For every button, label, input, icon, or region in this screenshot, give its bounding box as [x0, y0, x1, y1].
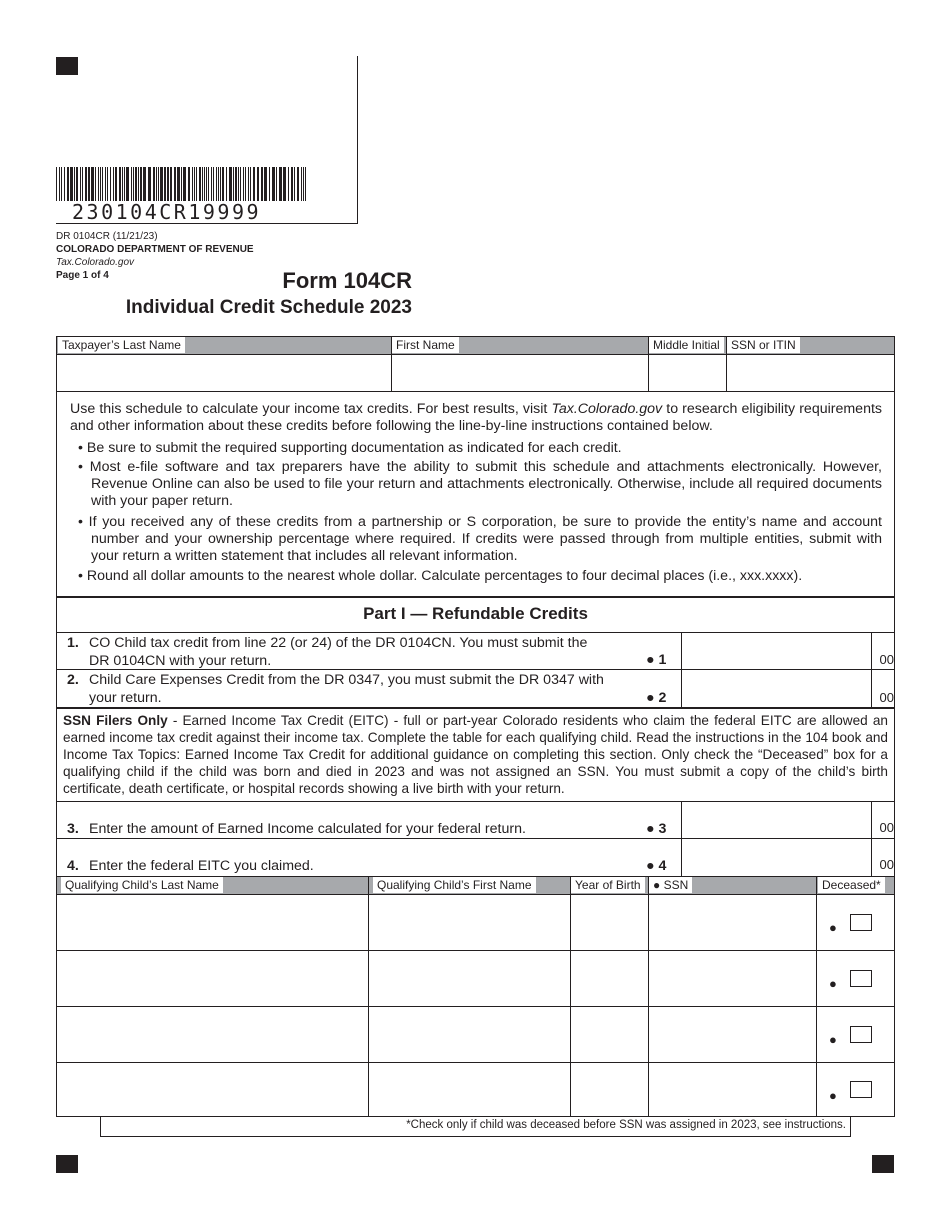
line1-cents: 00: [879, 652, 894, 667]
instruction-bullet-2: • Most e-file software and tax preparers have the ability to submit this schedule and attachments electronically. However, Revenue Online can also be used to file your return and attachments electronically. Otherwise, include all required documents with your paper return.: [78, 459, 882, 509]
part1-title: Part I — Refundable Credits: [363, 604, 588, 623]
last-name-label: Taxpayer’s Last Name: [58, 337, 185, 353]
line2-amount-field[interactable]: [682, 670, 871, 707]
child4-first-name-field[interactable]: [369, 1063, 570, 1116]
last-name-field[interactable]: [57, 355, 391, 391]
registration-mark-bottom-left: [56, 1155, 78, 1173]
child4-deceased-marker: ●: [829, 1088, 837, 1103]
child4-ssn-field[interactable]: [649, 1063, 816, 1116]
line2-cents: 00: [879, 690, 894, 705]
child1-first-name-field[interactable]: [369, 895, 570, 950]
registration-mark-bottom-right: [872, 1155, 894, 1173]
footnote-box: [100, 1117, 851, 1137]
intro-paragraph: Use this schedule to calculate your income tax credits. For best results, visit Tax.Colorado.gov to research eligibility requirements and other information about these credits before following the line-by-line instructions contained below.: [70, 401, 882, 434]
child2-ssn-field[interactable]: [649, 951, 816, 1006]
line2-marker: ● 2: [646, 690, 667, 706]
barcode-area-border-right: [357, 56, 358, 224]
instruction-bullet-3: • If you received any of these credits from a partnership or S corporation, be sure to provide the entity’s name and account number and your ownership percentage where required. If credits were passed through from multiple entities, submit with your return a written statement that includes all relevant information.: [78, 514, 882, 564]
intro-link[interactable]: Tax.Colorado.gov: [551, 401, 663, 417]
line4-number: 4.: [67, 858, 79, 874]
line4-cents: 00: [879, 857, 894, 872]
ssn-itin-field[interactable]: [727, 355, 894, 391]
deceased-footnote: *Check only if child was deceased before SSN was assigned in 2023, see instructions.: [406, 1119, 846, 1131]
line4-amount-field[interactable]: [682, 839, 871, 875]
line2-text-cont: your return.: [89, 690, 162, 706]
line3-text: Enter the amount of Earned Income calculated for your federal return.: [89, 821, 526, 837]
child1-last-name-field[interactable]: [57, 895, 368, 950]
line3-cents: 00: [879, 820, 894, 835]
child3-deceased-checkbox[interactable]: [850, 1026, 872, 1043]
child2-year-of-birth-field[interactable]: [571, 951, 648, 1006]
child3-last-name-field[interactable]: [57, 1007, 368, 1062]
barcode-number: 230104CR19999: [72, 200, 262, 224]
line2-number: 2.: [67, 672, 79, 688]
line3-amount-field[interactable]: [682, 802, 871, 838]
line4-text: Enter the federal EITC you claimed.: [89, 858, 314, 874]
form-code: DR 0104CR (11/21/23): [56, 231, 158, 242]
taxpayer-row-bottom: [56, 391, 895, 392]
child3-deceased-marker: ●: [829, 1032, 837, 1047]
year-of-birth-header: Year of Birth: [571, 877, 645, 893]
line1-amount-field[interactable]: [682, 633, 871, 669]
eitc-instructions: SSN Filers Only - Earned Income Tax Credit (EITC) - full or part-year Colorado residents who claim the federal EITC are allowed an earned income tax credit against their income tax. Complete the table for each qualifying child. Read the instructions in the 104 book and Income Tax Topics: Earned Income Tax Credit for additional guidance on completing this section. Only check the “Deceased” box for a qualifying child if the child was born and died in 2023 and was not assigned an SSN. You must submit a copy of the child’s birth certificate, death certificate, or hospital records showing a live birth with your return.: [63, 713, 888, 796]
ssn-itin-label: SSN or ITIN: [727, 337, 800, 353]
line1-text: CO Child tax credit from line 22 (or 24) of the DR 0104CN. You must submit the: [89, 635, 588, 651]
page-number: Page 1 of 4: [56, 270, 109, 281]
child3-year-of-birth-field[interactable]: [571, 1007, 648, 1062]
child4-year-of-birth-field[interactable]: [571, 1063, 648, 1116]
child3-ssn-field[interactable]: [649, 1007, 816, 1062]
instruction-bullet-4: • Round all dollar amounts to the nearest whole dollar. Calculate percentages to four decimal places (i.e., xxx.xxxx).: [78, 568, 803, 584]
line3-number: 3.: [67, 821, 79, 837]
children-col-divider-4: [816, 876, 817, 1117]
line1-number: 1.: [67, 635, 79, 651]
registration-mark-top-left: [56, 57, 78, 75]
deceased-header: Deceased*: [818, 877, 885, 893]
line1-text-cont: DR 0104CN with your return.: [89, 653, 272, 669]
child1-year-of-birth-field[interactable]: [571, 895, 648, 950]
child2-last-name-field[interactable]: [57, 951, 368, 1006]
child3-first-name-field[interactable]: [369, 1007, 570, 1062]
line2-bottom: [56, 707, 895, 709]
child2-first-name-field[interactable]: [369, 951, 570, 1006]
child1-deceased-checkbox[interactable]: [850, 914, 872, 931]
child2-deceased-marker: ●: [829, 976, 837, 991]
child2-deceased-checkbox[interactable]: [850, 970, 872, 987]
form-subtitle: Individual Credit Schedule 2023: [125, 297, 412, 318]
child-last-name-header: Qualifying Child’s Last Name: [61, 877, 223, 893]
instruction-bullet-1: • Be sure to submit the required supporting documentation as indicated for each credit.: [78, 440, 622, 456]
first-name-field[interactable]: [392, 355, 648, 391]
line1-marker: ● 1: [646, 652, 667, 668]
child1-deceased-marker: ●: [829, 920, 837, 935]
child-ssn-header: ● SSN: [649, 877, 692, 893]
line3-marker: ● 3: [646, 821, 667, 837]
barcode-image: [56, 167, 310, 201]
child-first-name-header: Qualifying Child’s First Name: [373, 877, 536, 893]
line4-marker: ● 4: [646, 858, 667, 874]
child4-deceased-checkbox[interactable]: [850, 1081, 872, 1098]
form-title: Form 104CR: [282, 268, 412, 293]
child4-last-name-field[interactable]: [57, 1063, 368, 1116]
line2-text: Child Care Expenses Credit from the DR 0347, you must submit the DR 0347 with: [89, 672, 604, 688]
child1-ssn-field[interactable]: [649, 895, 816, 950]
middle-initial-field[interactable]: [649, 355, 726, 391]
first-name-label: First Name: [392, 337, 459, 353]
instructions-bottom: [56, 596, 895, 598]
department-name: COLORADO DEPARTMENT OF REVENUE: [56, 244, 254, 255]
middle-initial-label: Middle Initial: [649, 337, 724, 353]
website-text: Tax.Colorado.gov: [56, 257, 135, 268]
